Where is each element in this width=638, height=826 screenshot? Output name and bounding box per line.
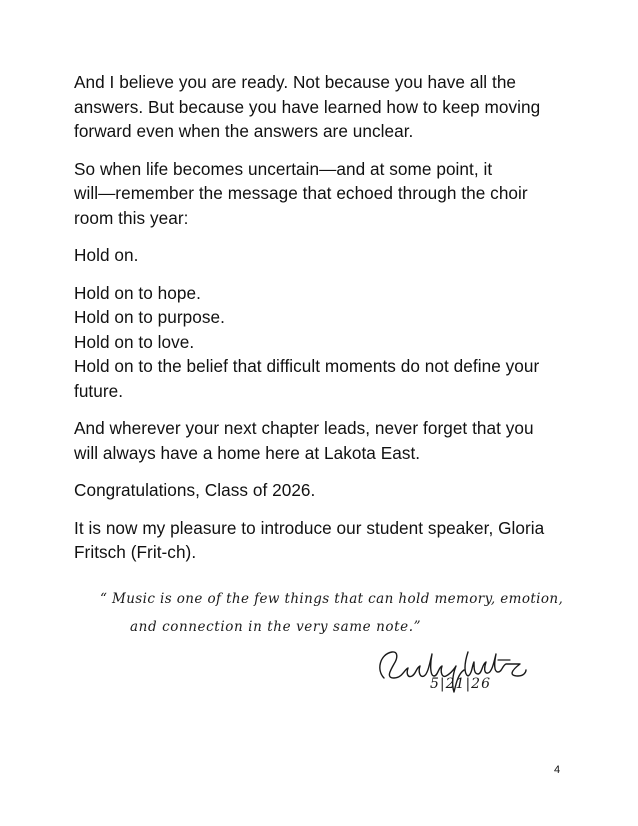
text-line: forward even when the answers are unclear.: [74, 121, 414, 141]
text-line: Hold on.: [74, 245, 139, 265]
paragraph-uncertain: [74, 157, 574, 231]
handwritten-line: “ Music is one of the few things that can hold memory, emotion,: [100, 591, 564, 607]
paragraph-congratulations: [74, 478, 574, 503]
text-line: And I believe you are ready. Not because you have all the: [74, 72, 517, 92]
text-line: will always have a home here at Lakota East.: [74, 442, 421, 463]
paragraph-introduction: [74, 516, 574, 565]
paragraph-home: [74, 416, 574, 465]
paragraph-ready: [74, 70, 574, 144]
handwritten-quote: [100, 585, 564, 641]
paragraph-hold-on: [74, 243, 574, 268]
paragraph-hold-on-list: [74, 281, 574, 404]
text-line: Hold on to the belief that difficult moments do not define your: [74, 356, 540, 376]
text-line: answers. But because you have learned how to keep moving: [74, 96, 541, 117]
page-number: 4: [554, 764, 561, 776]
text-line: Hold on to hope.: [74, 282, 201, 303]
speech-body: [74, 70, 574, 578]
text-line: future.: [74, 380, 124, 401]
text-line: Fritsch (Frit-ch).: [74, 542, 197, 562]
text-line: will—remember the message that echoed through the choir: [74, 183, 528, 203]
text-line: room this year:: [74, 207, 189, 228]
text-line: Congratulations, Class of 2026.: [74, 480, 316, 500]
text-line: It is now my pleasure to introduce our student speaker, Gloria: [74, 517, 545, 538]
signature-date: 5|21|26: [430, 676, 491, 692]
handwritten-line: and connection in the very same note.”: [130, 619, 422, 635]
text-line: So when life becomes uncertain—and at some point, it: [74, 158, 493, 179]
text-line: And wherever your next chapter leads, never forget that you: [74, 418, 534, 438]
text-line: Hold on to purpose.: [74, 307, 225, 327]
text-line: Hold on to love.: [74, 331, 195, 352]
